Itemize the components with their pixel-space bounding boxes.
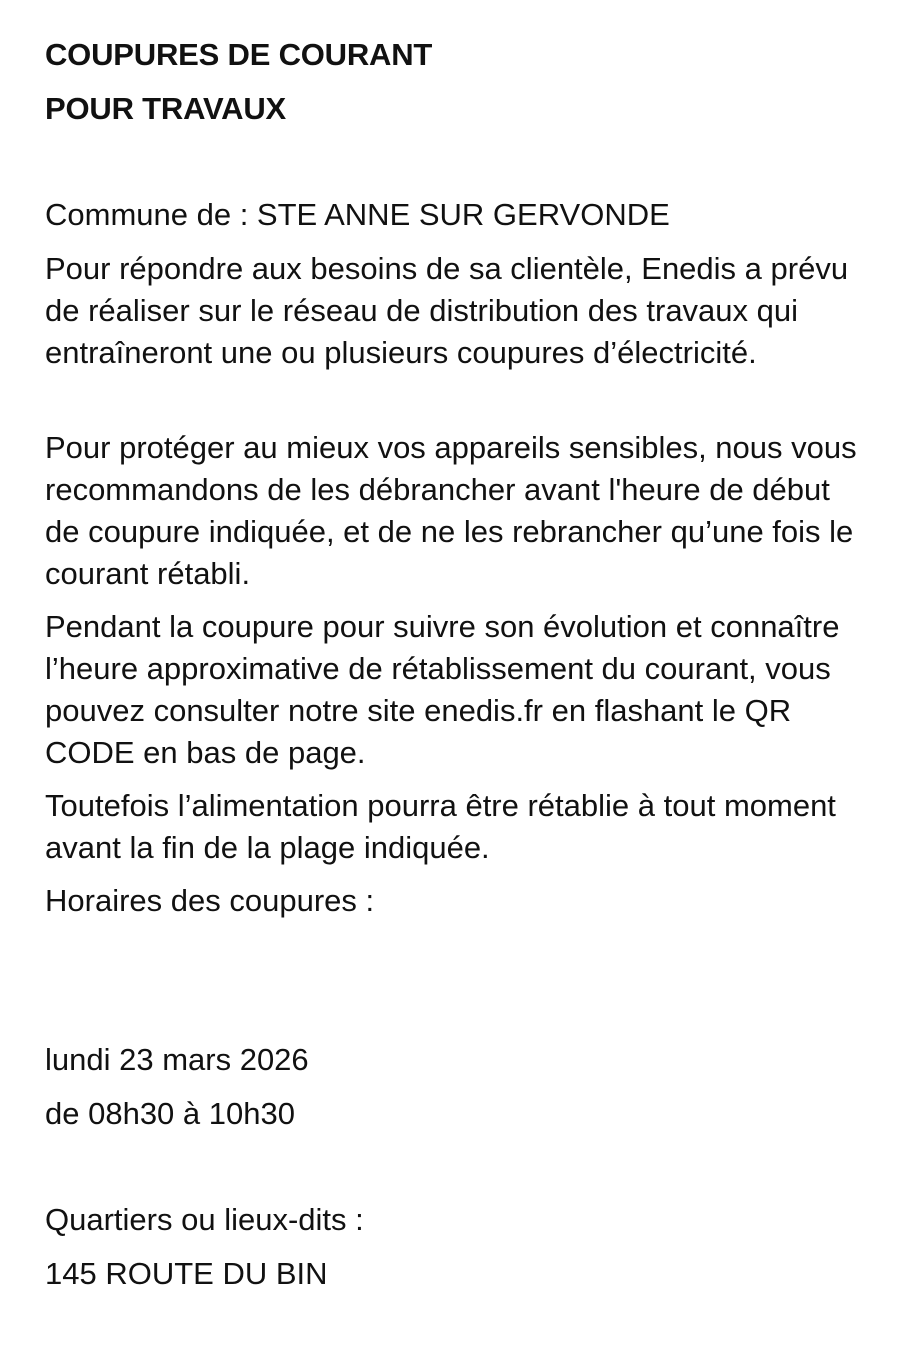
lieux-value: 145 ROUTE DU BIN [45,1256,328,1291]
notice-title-line-1: COUPURES DE COURANT [45,37,433,72]
paragraph-intro: Pour répondre aux besoins de sa clientèle, Enedis a prévu de réaliser sur le réseau de distribution des travaux qui entraîneront une ou plusieurs coupures d’électricité. [45,251,849,370]
commune-line: Commune de : STE ANNE SUR GERVONDE [45,197,670,232]
outage-time: de 08h30 à 10h30 [45,1096,295,1131]
notice-title-line-2: POUR TRAVAUX [45,91,287,126]
paragraph-restoration: Toutefois l’alimentation pourra être rétablie à tout moment avant la fin de la plage indiquée. [45,788,836,865]
outage-date: lundi 23 mars 2026 [45,1042,309,1077]
horaires-label: Horaires des coupures : [45,883,375,918]
paragraph-tracking: Pendant la coupure pour suivre son évolution et connaître l’heure approximative de rétablissement du courant, vous pouvez consulter notre site enedis.fr en flashant le QR CODE en bas de page. [45,609,840,770]
lieux-label: Quartiers ou lieux-dits : [45,1202,364,1237]
paragraph-protection: Pour protéger au mieux vos appareils sensibles, nous vous recommandons de les débrancher avant l'heure de début de coupure indiquée, et de ne les rebrancher qu’une fois le courant rétabli. [45,430,857,591]
